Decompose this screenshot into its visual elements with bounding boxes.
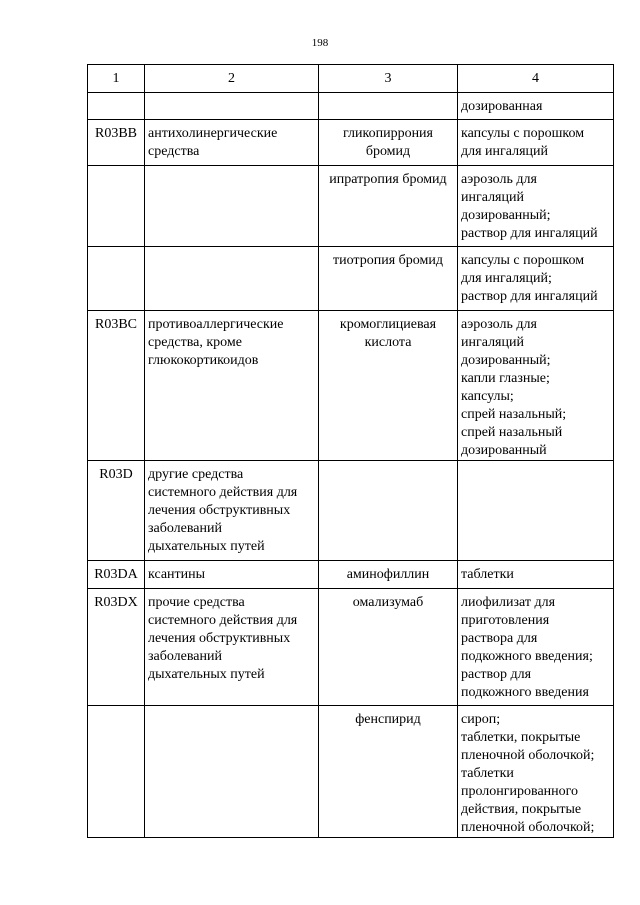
substance-name: гликопиррония бромид [319,120,458,166]
substance-name: аминофиллин [319,561,458,589]
group-name [145,166,319,247]
group-name [145,247,319,311]
group-name: антихолинергические средства [145,120,319,166]
substance-name [319,461,458,561]
group-name: противоаллергические средства, кроме глюкокортикоидов [145,311,319,461]
table-row [88,461,614,561]
group-name [145,706,319,838]
dosage-form: аэрозоль для ингаляций дозированный; раствор для ингаляций [458,166,614,247]
dosage-form: сироп; таблетки, покрытые пленочной оболочкой; таблетки пролонгированного действия, покрытые пленочной оболочкой; [458,706,614,838]
dosage-form: дозированная [458,93,614,120]
header-col-1: 1 [88,65,145,93]
substance-name [319,93,458,120]
substance-name: омализумаб [319,589,458,706]
atc-code: R03DX [88,589,145,706]
substance-name: фенспирид [319,706,458,838]
atc-code [88,166,145,247]
table-row [88,589,614,706]
table-row [88,166,614,247]
table-row [88,311,614,461]
header-col-3: 3 [319,65,458,93]
group-name: прочие средства системного действия для лечения обструктивных заболеваний дыхательных путей [145,589,319,706]
atc-code [88,247,145,311]
group-name: другие средства системного действия для лечения обструктивных заболеваний дыхательных путей [145,461,319,561]
atc-code: R03DA [88,561,145,589]
substance-name: кромоглициевая кислота [319,311,458,461]
substance-name: ипратропия бромид [319,166,458,247]
dosage-form: капсулы с порошком для ингаляций [458,120,614,166]
dosage-form: капсулы с порошком для ингаляций; раствор для ингаляций [458,247,614,311]
dosage-form [458,461,614,561]
group-name: ксантины [145,561,319,589]
header-col-4: 4 [458,65,614,93]
substance-name: тиотропия бромид [319,247,458,311]
group-name [145,93,319,120]
page-number: 198 [311,37,329,49]
table-row [88,120,614,166]
table-row [88,247,614,311]
header-col-2: 2 [145,65,319,93]
dosage-form: таблетки [458,561,614,589]
atc-code: R03D [88,461,145,561]
atc-code [88,93,145,120]
table-row [88,706,614,838]
dosage-form: аэрозоль для ингаляций дозированный; капли глазные; капсулы; спрей назальный; спрей назальный дозированный [458,311,614,461]
atc-code: R03BC [88,311,145,461]
table-row [88,93,614,120]
table-row [88,561,614,589]
table-header-row [88,65,614,93]
atc-code: R03BB [88,120,145,166]
drug-classification-table [87,64,614,838]
dosage-form: лиофилизат для приготовления раствора для подкожного введения; раствор для подкожного введения [458,589,614,706]
atc-code [88,706,145,838]
